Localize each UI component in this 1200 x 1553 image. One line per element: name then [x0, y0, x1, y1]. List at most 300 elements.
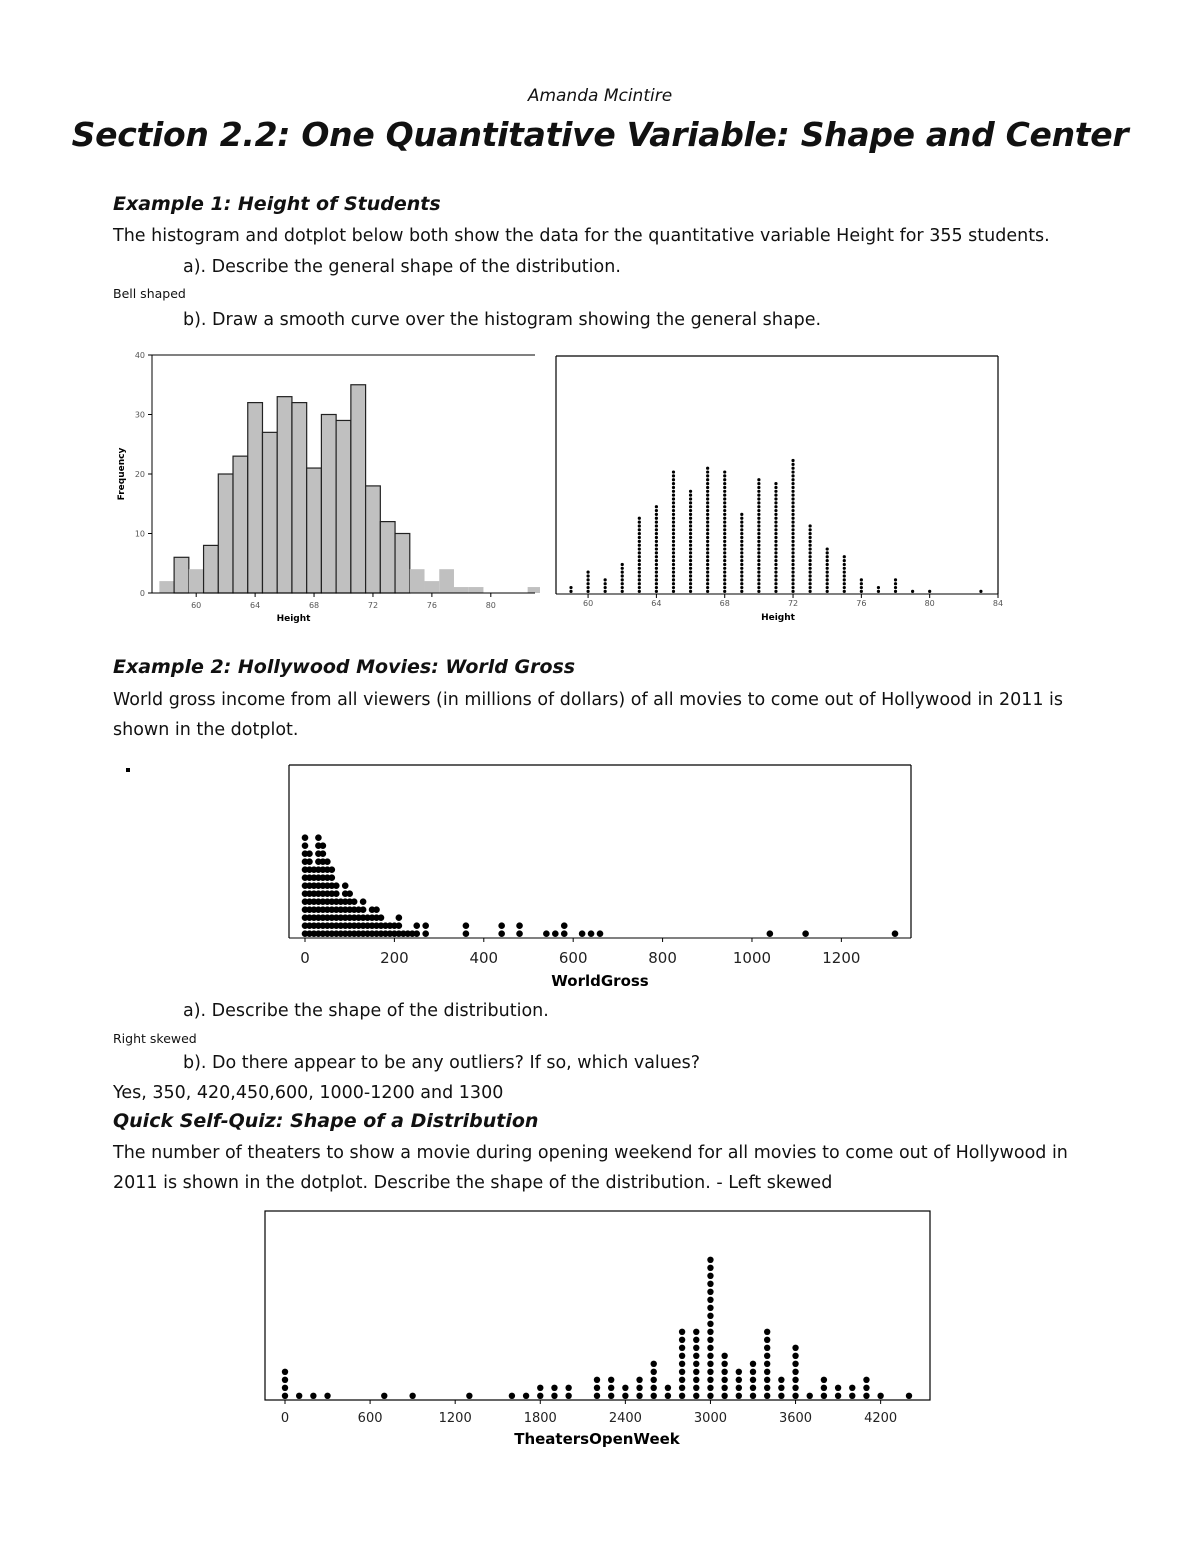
histogram-bar [366, 486, 381, 593]
data-dot [791, 459, 794, 462]
data-dot [672, 582, 675, 585]
data-dot [693, 1353, 699, 1359]
data-dot [651, 1369, 657, 1375]
data-dot [791, 474, 794, 477]
data-dot [594, 1385, 600, 1391]
data-dot [791, 536, 794, 539]
data-dot [778, 1377, 784, 1383]
data-dot [750, 1369, 756, 1375]
data-dot [655, 544, 658, 547]
data-dot [723, 524, 726, 527]
data-dot [843, 563, 846, 566]
data-dot [791, 571, 794, 574]
data-dot [757, 574, 760, 577]
data-dot [282, 1369, 288, 1375]
data-dot [689, 528, 692, 531]
data-dot [655, 521, 658, 524]
example1-answer-a: Bell shaped [113, 286, 186, 301]
data-dot [561, 930, 568, 937]
data-dot [672, 544, 675, 547]
example1-question-a: a). Describe the general shape of the distribution. [183, 257, 621, 277]
data-dot [723, 528, 726, 531]
data-dot [764, 1345, 770, 1351]
data-dot [757, 559, 760, 562]
data-dot [396, 922, 403, 929]
data-dot [826, 582, 829, 585]
data-dot [774, 482, 777, 485]
data-dot [863, 1377, 869, 1383]
data-dot [655, 536, 658, 539]
histogram-bar [351, 385, 366, 593]
x-tick-label: 200 [380, 949, 409, 967]
data-dot [809, 567, 812, 570]
data-dot [740, 574, 743, 577]
data-dot [826, 571, 829, 574]
example2-answer-a: Right skewed [113, 1031, 197, 1046]
data-dot [689, 540, 692, 543]
data-dot [543, 930, 550, 937]
data-dot [860, 586, 863, 589]
data-dot [638, 559, 641, 562]
data-dot [655, 524, 658, 527]
data-dot [693, 1361, 699, 1367]
example2-heading: Example 2: Hollywood Movies: World Gross [113, 656, 576, 678]
data-dot [843, 559, 846, 562]
data-dot [378, 914, 385, 921]
y-tick-label: 0 [139, 589, 145, 598]
data-dot [911, 590, 914, 593]
data-dot [638, 582, 641, 585]
data-dot [764, 1361, 770, 1367]
histogram-bar [159, 581, 174, 593]
data-dot [579, 930, 586, 937]
data-dot [740, 555, 743, 558]
data-dot [655, 571, 658, 574]
data-dot [679, 1353, 685, 1359]
data-dot [791, 470, 794, 473]
x-tick-label: 800 [648, 949, 677, 967]
histogram-bar [277, 397, 292, 593]
example1-intro: The histogram and dotplot below both show the data for the quantitative variable Height for 355 students. [113, 226, 1050, 246]
histogram-bar [204, 545, 219, 593]
data-dot [757, 578, 760, 581]
data-dot [706, 478, 709, 481]
data-dot [569, 586, 572, 589]
data-dot [463, 930, 470, 937]
data-dot [723, 513, 726, 516]
data-dot [877, 590, 880, 593]
data-dot [672, 532, 675, 535]
data-dot [774, 563, 777, 566]
data-dot [740, 571, 743, 574]
x-tick-label: 1200 [822, 949, 861, 967]
data-dot [302, 842, 309, 849]
data-dot [672, 478, 675, 481]
quiz-heading: Quick Self-Quiz: Shape of a Distribution [113, 1110, 539, 1132]
data-dot [757, 590, 760, 593]
data-dot [809, 540, 812, 543]
data-dot [689, 586, 692, 589]
stray-mark [126, 768, 130, 772]
data-dot [706, 467, 709, 470]
data-dot [723, 470, 726, 473]
histogram-bar [454, 587, 469, 593]
data-dot [740, 567, 743, 570]
data-dot [679, 1369, 685, 1375]
data-dot [638, 524, 641, 527]
data-dot [693, 1345, 699, 1351]
data-dot [757, 586, 760, 589]
data-dot [689, 524, 692, 527]
data-dot [757, 582, 760, 585]
x-tick-label: 84 [992, 599, 1004, 608]
x-axis-label: TheatersOpenWeek [514, 1430, 680, 1448]
data-dot [707, 1265, 713, 1271]
x-tick-label: 68 [308, 601, 320, 610]
data-dot [740, 536, 743, 539]
data-dot [723, 586, 726, 589]
data-dot [638, 528, 641, 531]
data-dot [791, 578, 794, 581]
x-tick-label: 0 [300, 949, 310, 967]
data-dot [707, 1393, 713, 1399]
data-dot [706, 497, 709, 500]
data-dot [809, 544, 812, 547]
x-tick-label: 80 [924, 599, 935, 608]
data-dot [707, 1345, 713, 1351]
data-dot [693, 1329, 699, 1335]
data-dot [655, 586, 658, 589]
data-dot [791, 532, 794, 535]
data-dot [597, 930, 604, 937]
data-dot [672, 470, 675, 473]
data-dot [333, 890, 340, 897]
worldgross-dotplot [270, 762, 920, 994]
data-dot [721, 1369, 727, 1375]
data-dot [807, 1393, 813, 1399]
data-dot [707, 1369, 713, 1375]
data-dot [604, 586, 607, 589]
data-dot [774, 497, 777, 500]
data-dot [764, 1329, 770, 1335]
data-dot [689, 563, 692, 566]
data-dot [706, 524, 709, 527]
data-dot [342, 882, 349, 889]
data-dot [723, 567, 726, 570]
data-dot [757, 571, 760, 574]
data-dot [707, 1297, 713, 1303]
data-dot [655, 582, 658, 585]
data-dot [757, 513, 760, 516]
data-dot [672, 517, 675, 520]
data-dot [774, 540, 777, 543]
data-dot [324, 858, 331, 865]
data-dot [774, 521, 777, 524]
data-dot [498, 930, 505, 937]
data-dot [723, 536, 726, 539]
data-dot [979, 590, 982, 593]
data-dot [757, 505, 760, 508]
data-dot [723, 551, 726, 554]
data-dot [774, 524, 777, 527]
data-dot [764, 1377, 770, 1383]
data-dot [721, 1385, 727, 1391]
data-dot [689, 497, 692, 500]
data-dot [689, 513, 692, 516]
data-dot [791, 544, 794, 547]
data-dot [621, 567, 624, 570]
data-dot [282, 1393, 288, 1399]
data-dot [843, 567, 846, 570]
data-dot [655, 532, 658, 535]
y-tick-label: 40 [134, 351, 145, 360]
data-dot [422, 930, 429, 937]
data-dot [693, 1385, 699, 1391]
data-dot [604, 578, 607, 581]
data-dot [826, 555, 829, 558]
data-dot [310, 1393, 316, 1399]
data-dot [809, 578, 812, 581]
data-dot [689, 509, 692, 512]
data-dot [826, 563, 829, 566]
data-dot [723, 509, 726, 512]
data-dot [672, 586, 675, 589]
data-dot [655, 517, 658, 520]
data-dot [792, 1377, 798, 1383]
data-dot [928, 590, 931, 593]
data-dot [672, 567, 675, 570]
histogram-bar [469, 587, 484, 593]
data-dot [707, 1281, 713, 1287]
data-dot [672, 540, 675, 543]
data-dot [537, 1385, 543, 1391]
data-dot [791, 559, 794, 562]
data-dot [860, 578, 863, 581]
data-dot [849, 1385, 855, 1391]
data-dot [707, 1353, 713, 1359]
data-dot [723, 490, 726, 493]
data-dot [689, 494, 692, 497]
example1-heading: Example 1: Height of Students [113, 193, 441, 215]
data-dot [791, 540, 794, 543]
data-dot [723, 559, 726, 562]
data-dot [516, 922, 523, 929]
data-dot [509, 1393, 515, 1399]
data-dot [757, 490, 760, 493]
data-dot [655, 563, 658, 566]
data-dot [791, 524, 794, 527]
data-dot [894, 590, 897, 593]
data-dot [706, 547, 709, 550]
data-dot [679, 1345, 685, 1351]
data-dot [360, 898, 367, 905]
data-dot [665, 1385, 671, 1391]
data-dot [707, 1305, 713, 1311]
data-dot [757, 532, 760, 535]
data-dot [778, 1393, 784, 1399]
data-dot [774, 532, 777, 535]
data-dot [792, 1369, 798, 1375]
data-dot [706, 474, 709, 477]
data-dot [792, 1385, 798, 1391]
example2-answer-b: Yes, 350, 420,450,600, 1000-1200 and 1300 [113, 1083, 504, 1103]
data-dot [329, 874, 336, 881]
data-dot [774, 505, 777, 508]
x-axis-label: Height [276, 614, 311, 624]
data-dot [706, 490, 709, 493]
data-dot [757, 547, 760, 550]
data-dot [835, 1393, 841, 1399]
data-dot [689, 547, 692, 550]
data-dot [636, 1385, 642, 1391]
height-dotplot [553, 353, 1008, 633]
x-axis-label: Height [761, 613, 795, 623]
data-dot [791, 490, 794, 493]
data-dot [655, 555, 658, 558]
data-dot [594, 1377, 600, 1383]
data-dot [723, 590, 726, 593]
data-dot [413, 930, 420, 937]
data-dot [826, 574, 829, 577]
data-dot [320, 850, 327, 857]
data-dot [689, 532, 692, 535]
data-dot [706, 544, 709, 547]
data-dot [672, 563, 675, 566]
data-dot [679, 1393, 685, 1399]
data-dot [706, 486, 709, 489]
data-dot [672, 528, 675, 531]
data-dot [594, 1393, 600, 1399]
data-dot [906, 1393, 912, 1399]
data-dot [750, 1361, 756, 1367]
data-dot [655, 578, 658, 581]
data-dot [655, 567, 658, 570]
data-dot [740, 524, 743, 527]
data-dot [809, 524, 812, 527]
data-dot [791, 567, 794, 570]
data-dot [774, 509, 777, 512]
data-dot [689, 574, 692, 577]
data-dot [778, 1385, 784, 1391]
data-dot [672, 559, 675, 562]
data-dot [672, 547, 675, 550]
data-dot [693, 1393, 699, 1399]
data-dot [791, 463, 794, 466]
data-dot [463, 922, 470, 929]
data-dot [636, 1393, 642, 1399]
data-dot [523, 1393, 529, 1399]
data-dot [706, 578, 709, 581]
data-dot [740, 582, 743, 585]
data-dot [586, 571, 589, 574]
data-dot [843, 571, 846, 574]
data-dot [679, 1337, 685, 1343]
data-dot [774, 586, 777, 589]
data-dot [774, 590, 777, 593]
data-dot [346, 890, 353, 897]
data-dot [672, 509, 675, 512]
data-dot [689, 559, 692, 562]
data-dot [791, 574, 794, 577]
data-dot [809, 551, 812, 554]
data-dot [892, 930, 899, 937]
x-tick-label: 64 [250, 601, 261, 610]
data-dot [826, 547, 829, 550]
histogram-bar [292, 403, 307, 593]
data-dot [757, 536, 760, 539]
data-dot [706, 505, 709, 508]
data-dot [608, 1377, 614, 1383]
data-dot [774, 544, 777, 547]
data-dot [774, 582, 777, 585]
x-tick-label: 76 [426, 601, 437, 610]
data-dot [821, 1385, 827, 1391]
data-dot [723, 532, 726, 535]
quiz-line2: 2011 is shown in the dotplot. Describe the shape of the distribution. - Left skewed [113, 1173, 833, 1193]
data-dot [466, 1393, 472, 1399]
data-dot [723, 555, 726, 558]
data-dot [638, 540, 641, 543]
data-dot [721, 1377, 727, 1383]
x-tick-label: 64 [651, 599, 662, 608]
data-dot [774, 494, 777, 497]
data-dot [757, 540, 760, 543]
data-dot [723, 544, 726, 547]
data-dot [638, 590, 641, 593]
data-dot [333, 882, 340, 889]
data-dot [723, 497, 726, 500]
data-dot [750, 1377, 756, 1383]
data-dot [723, 474, 726, 477]
data-dot [757, 528, 760, 531]
x-axis-label: WorldGross [551, 972, 649, 990]
data-dot [679, 1377, 685, 1383]
data-dot [689, 555, 692, 558]
data-dot [636, 1377, 642, 1383]
data-dot [721, 1361, 727, 1367]
data-dot [764, 1337, 770, 1343]
data-dot [689, 505, 692, 508]
data-dot [740, 513, 743, 516]
data-dot [672, 494, 675, 497]
data-dot [360, 906, 367, 913]
data-dot [791, 590, 794, 593]
data-dot [706, 509, 709, 512]
data-dot [621, 586, 624, 589]
data-dot [672, 497, 675, 500]
data-dot [774, 555, 777, 558]
data-dot [621, 590, 624, 593]
example1-question-b: b). Draw a smooth curve over the histogram showing the general shape. [183, 310, 822, 330]
data-dot [638, 517, 641, 520]
data-dot [774, 517, 777, 520]
data-dot [706, 482, 709, 485]
data-dot [586, 578, 589, 581]
data-dot [422, 922, 429, 929]
data-dot [320, 842, 327, 849]
data-dot [843, 555, 846, 558]
height-histogram [110, 350, 540, 632]
data-dot [707, 1257, 713, 1263]
data-dot [774, 578, 777, 581]
data-dot [740, 578, 743, 581]
data-dot [764, 1369, 770, 1375]
x-tick-label: 72 [367, 601, 379, 610]
histogram-bar [233, 456, 248, 593]
data-dot [791, 513, 794, 516]
x-tick-label: 0 [280, 1411, 290, 1426]
data-dot [672, 524, 675, 527]
